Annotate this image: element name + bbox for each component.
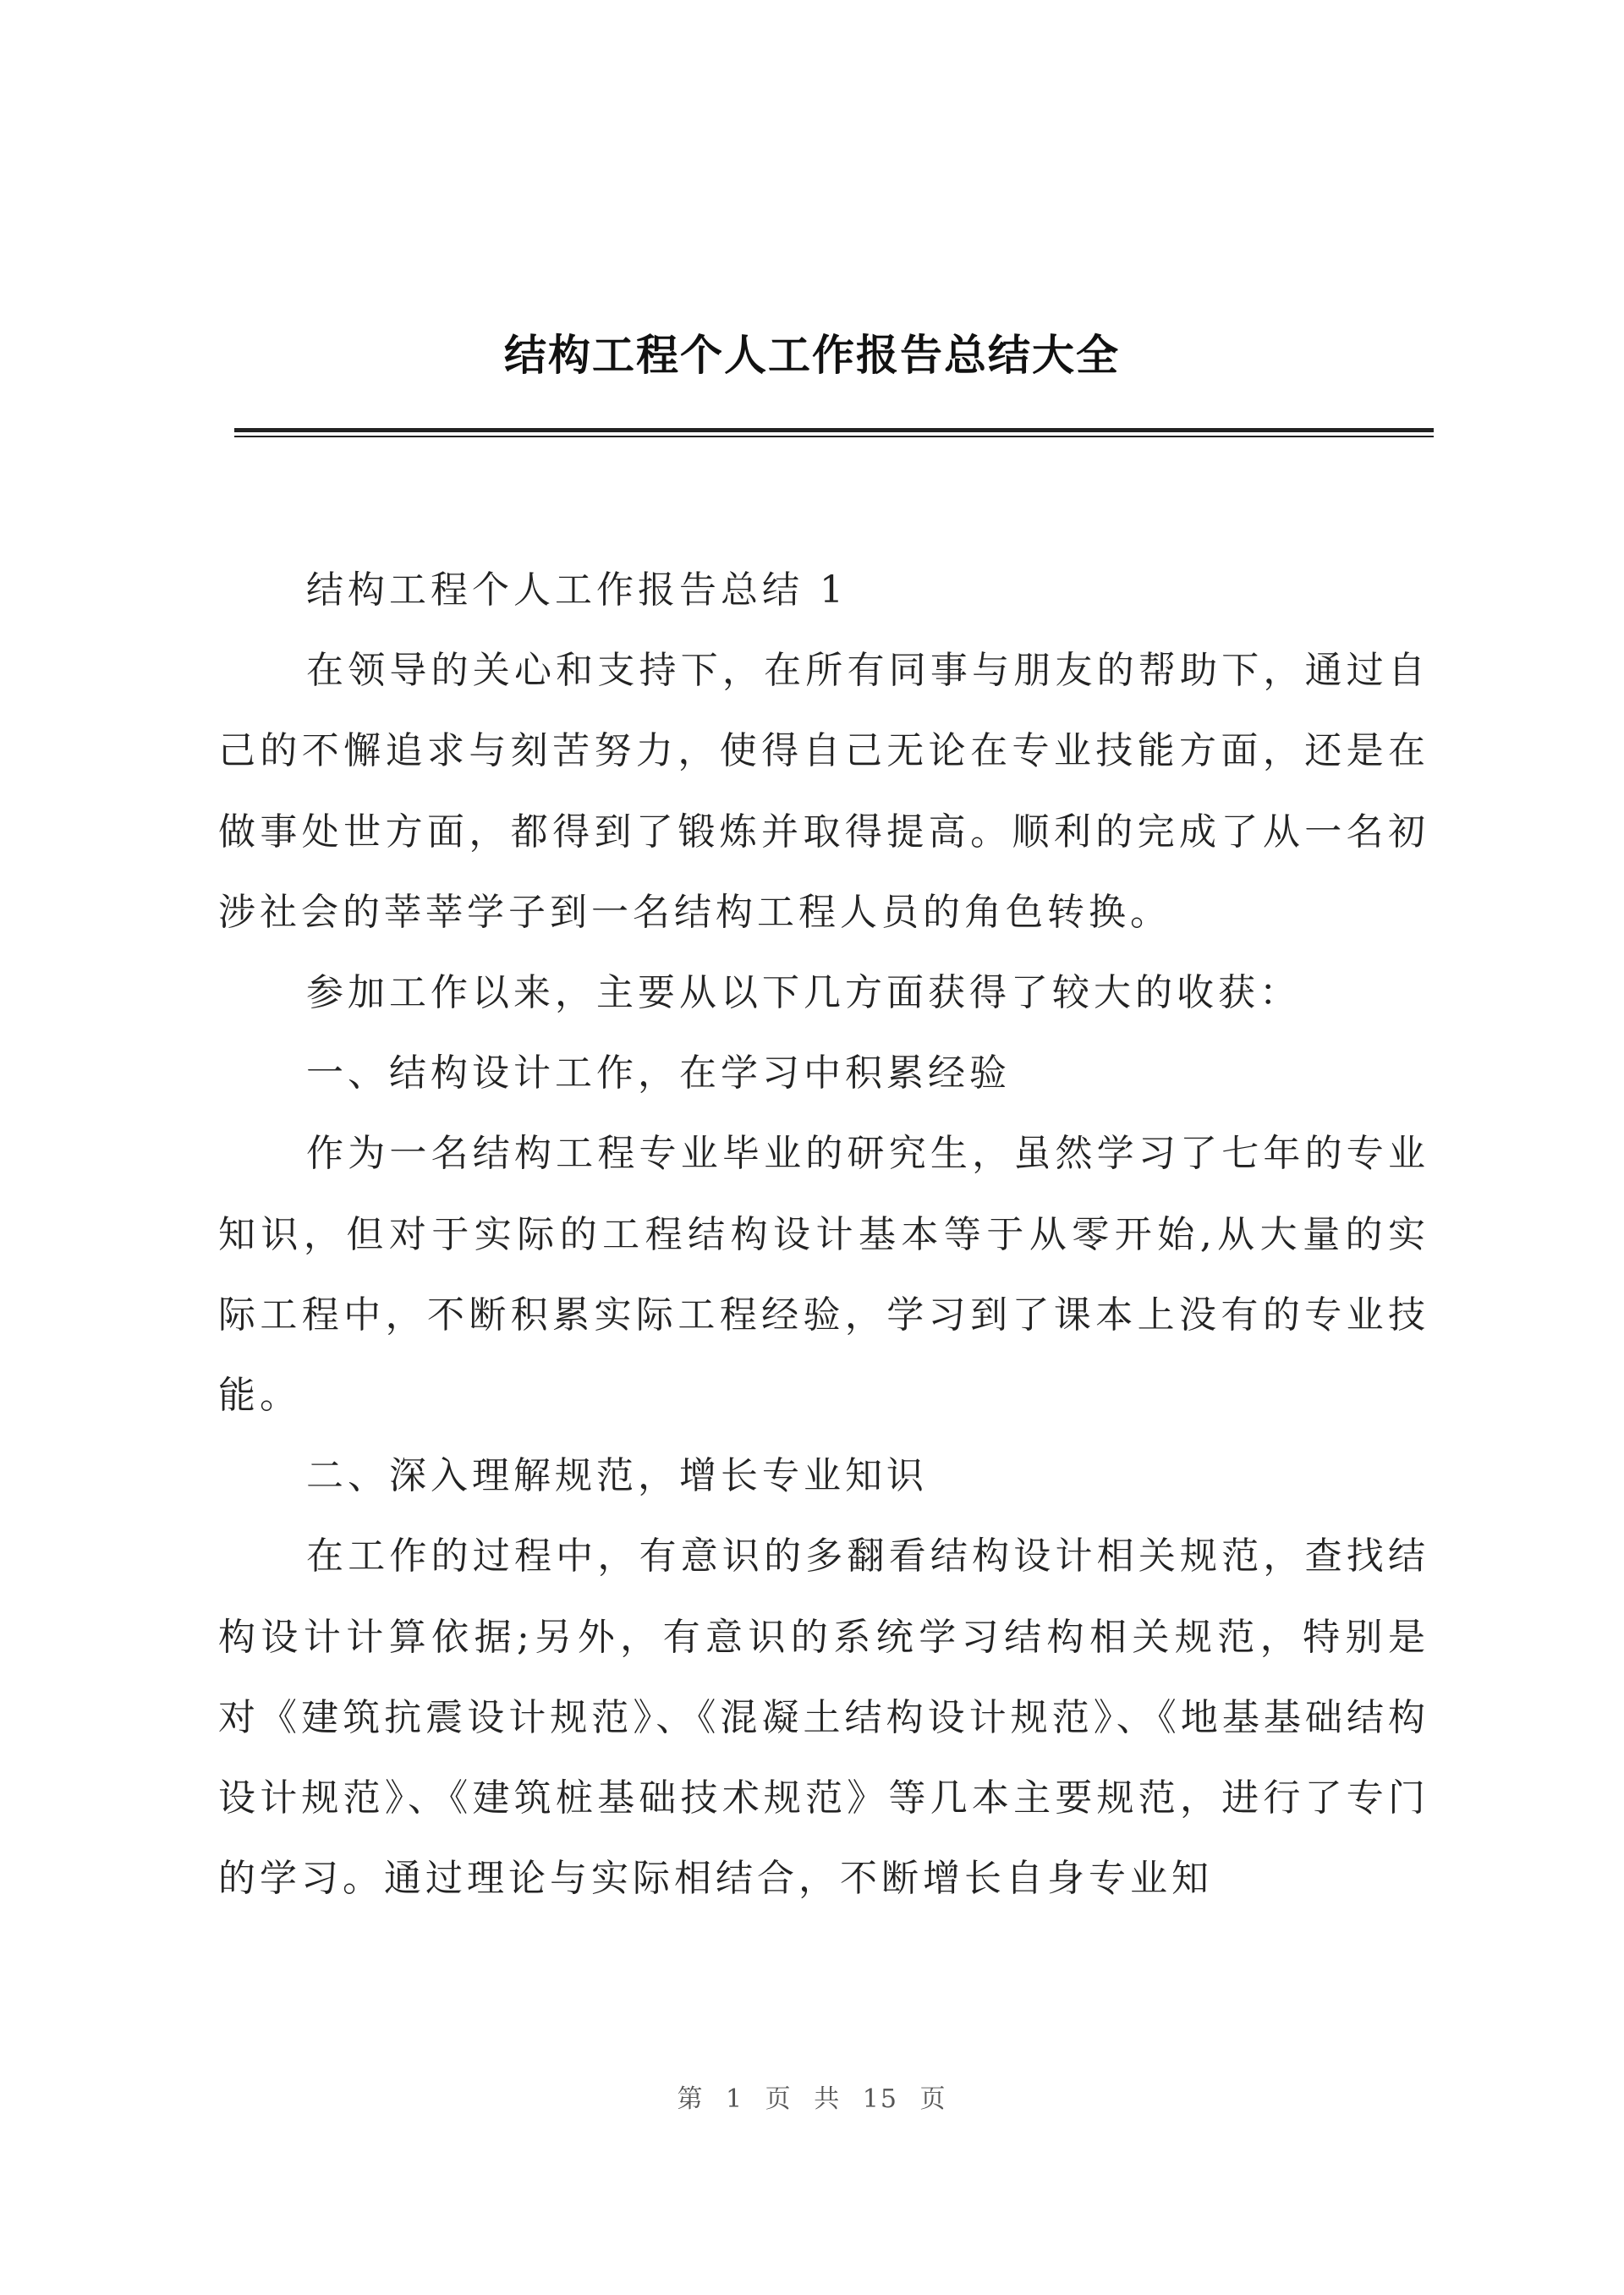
- title-divider-thick: [234, 428, 1434, 432]
- subheading: 二、深入理解规范，增长专业知识: [306, 1454, 928, 1498]
- paragraph: 作为一名结构工程专业毕业的研究生，虽然学习了七年的专业知识，但对于实际的工程结构设计基本等于从零开始,从大量的实际工程中，不断积累实际工程经验，学习到了课本上没有的专业技能。: [218, 1132, 1429, 1418]
- paragraph: 在工作的过程中，有意识的多翻看结构设计相关规范，查找结构设计计算依据;另外，有意识的系统学习结构相关规范，特别是对《建筑抗震设计规范》、《混凝土结构设计规范》、《地基基础结构设计规范》、《建筑桩基础技术规范》等几本主要规范，进行了专门的学习。通过理论与实际相结合，不断增长自身专业知: [218, 1535, 1429, 1901]
- subheading: 一、结构设计工作，在学习中积累经验: [306, 1051, 1011, 1095]
- document-body: [218, 550, 1429, 1919]
- paragraph: 在领导的关心和支持下，在所有同事与朋友的帮助下，通过自己的不懈追求与刻苦努力，使得自己无论在专业技能方面，还是在做事处世方面，都得到了锻炼并取得提高。顺利的完成了从一名初涉社会的莘莘学子到一名结构工程人员的角色转换。: [218, 649, 1429, 934]
- paragraph: 参加工作以来，主要从以下几方面获得了较大的收获：: [306, 971, 1301, 1015]
- document-title: 结构工程个人工作报告总结大全: [504, 330, 1120, 380]
- page-footer: 第 1 页 共 15 页: [677, 2084, 947, 2114]
- section-heading: 结构工程个人工作报告总结 1: [306, 568, 848, 612]
- title-divider-thin: [234, 436, 1434, 437]
